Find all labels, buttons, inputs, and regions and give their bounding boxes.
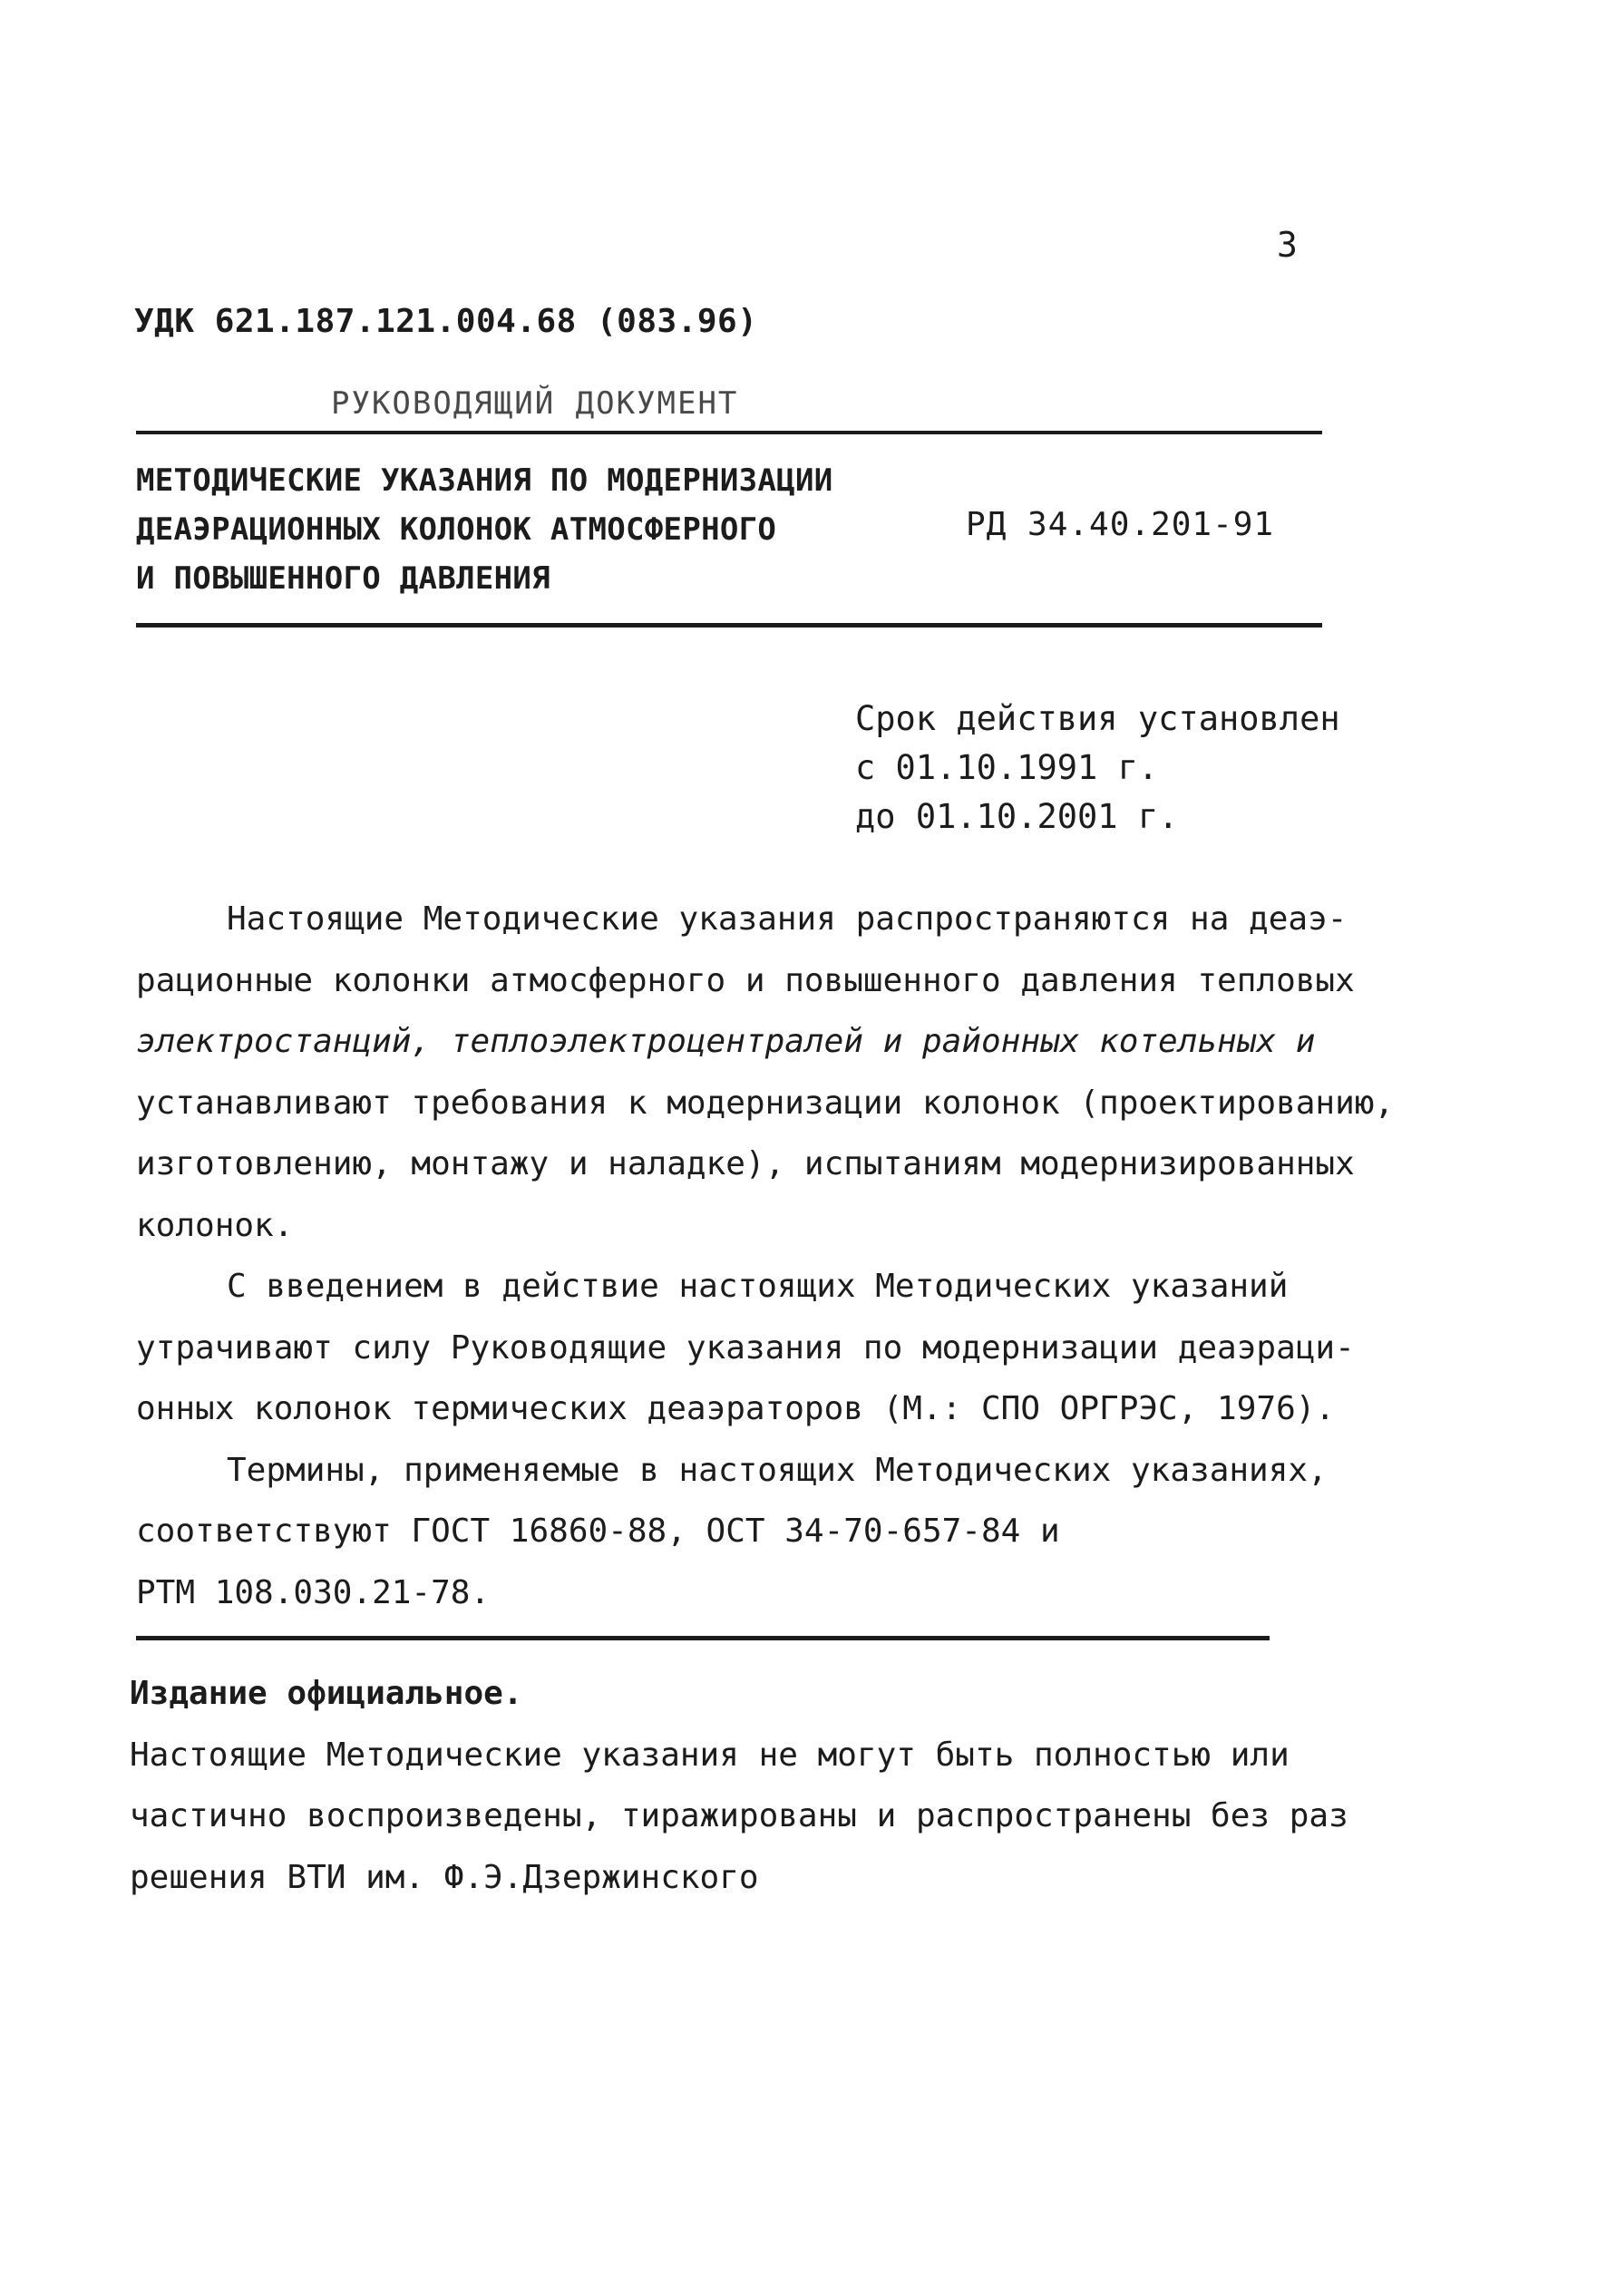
- body-line-4: устанавливают требования к модернизации колонок (проектированию,: [136, 1084, 1395, 1122]
- body-line-5: изготовлению, монтажу и наладке), испытаниям модернизированных: [136, 1145, 1355, 1182]
- title-line-2: ДЕАЭРАЦИОННЫХ КОЛОНОК АТМОСФЕРНОГО: [136, 511, 777, 548]
- page-number: 3: [1277, 225, 1298, 265]
- footer-rule: [136, 1636, 1270, 1640]
- footer-title: Издание официальное.: [130, 1675, 523, 1712]
- body-line-11: соответствуют ГОСТ 16860-88, ОСТ 34-70-657-84 и: [136, 1513, 1060, 1550]
- body-line-9: онных колонок термических деаэраторов (М.: СПО ОРГРЭС, 1976).: [136, 1390, 1336, 1427]
- document-code: РД 34.40.201-91: [966, 506, 1275, 543]
- title-line-3: И ПОВЫШЕННОГО ДАВЛЕНИЯ: [136, 560, 550, 597]
- body-line-10: Термины, применяемые в настоящих Методических указаниях,: [227, 1451, 1328, 1489]
- validity-line-2: с 01.10.1991 г.: [855, 748, 1159, 787]
- validity-line-1: Срок действия установлен: [855, 699, 1340, 738]
- body-text: [136, 889, 1395, 1623]
- footer-line-3: решения ВТИ им. Ф.Э.Дзержинского: [130, 1858, 759, 1896]
- header-rule-top: [136, 431, 1322, 434]
- body-line-12: РТМ 108.030.21-78.: [136, 1573, 491, 1611]
- title-line-1: МЕТОДИЧЕСКИЕ УКАЗАНИЯ ПО МОДЕРНИЗАЦИИ: [136, 462, 833, 499]
- validity-line-3: до 01.10.2001 г.: [855, 797, 1179, 836]
- udk-code: УДК 621.187.121.004.68 (083.96): [134, 303, 758, 340]
- document-type-label: РУКОВОДЯЩИЙ ДОКУМЕНТ: [331, 385, 739, 422]
- footer-note: [130, 1663, 1348, 1908]
- header-rule-bottom: [136, 623, 1322, 628]
- document-title: [136, 456, 832, 603]
- body-line-1: Настоящие Методические указания распространяются на деаэ-: [227, 900, 1348, 938]
- footer-line-1: Настоящие Методические указания не могут быть полностью или: [130, 1736, 1290, 1774]
- body-line-7: С введением в действие настоящих Методических указаний: [227, 1268, 1289, 1305]
- body-line-2: рационные колонки атмосферного и повышенного давления тепловых: [136, 961, 1355, 999]
- validity-period: [855, 695, 1340, 842]
- body-line-3: электростанций, теплоэлектроцентралей и районных котельных и: [136, 1023, 1316, 1060]
- body-line-8: утрачивают силу Руководящие указания по модернизации деаэраци-: [136, 1328, 1355, 1367]
- body-line-6: колонок.: [136, 1206, 294, 1244]
- footer-line-2: частично воспроизведены, тиражированы и распространены без раз: [130, 1797, 1348, 1834]
